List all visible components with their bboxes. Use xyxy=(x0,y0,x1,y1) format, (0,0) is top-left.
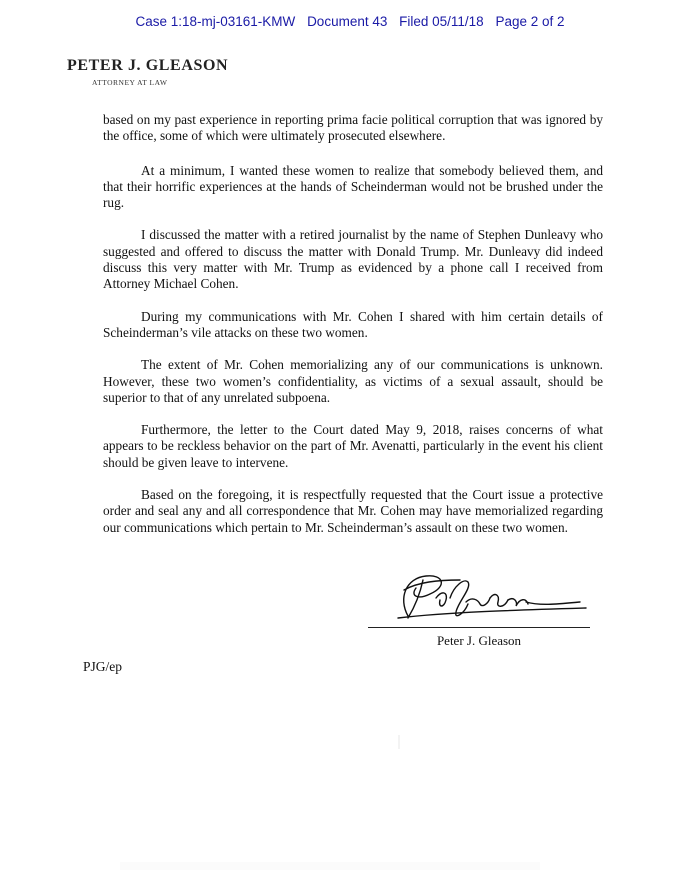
scan-artifact xyxy=(398,735,400,749)
letterhead-name: PETER J. GLEASON xyxy=(67,57,229,74)
reference-initials: PJG/ep xyxy=(83,659,123,674)
paragraph-5: The extent of Mr. Cohen memorializing any of our communications is unknown. However, these two women’s confidentiality, as victims of a sexual assault, should be superior to that of any unrelated subpoena. xyxy=(103,357,603,405)
paragraph-6: Furthermore, the letter to the Court dated May 9, 2018, raises concerns of what appears to be reckless behavior on the part of Mr. Avenatti, particularly in the event his client should be given leave to intervene. xyxy=(103,422,603,470)
paragraph-3: I discussed the matter with a retired journalist by the name of Stephen Dunleavy who suggested and offered to discuss the matter with Donald Trump. Mr. Dunleavy did indeed discuss this very matter with Mr. Trump as evidenced by a phone call I received from Attorney Michael Cohen. xyxy=(103,227,603,292)
letterhead-subtitle: ATTORNEY AT LAW xyxy=(92,78,168,87)
signature-scribble xyxy=(368,568,590,628)
handwritten-signature-icon xyxy=(368,568,590,628)
paragraph-1: based on my past experience in reporting prima facie political corruption that was ignored by the office, some of which were ultimately prosecuted elsewhere. xyxy=(103,112,603,144)
paragraph-7: Based on the foregoing, it is respectfully requested that the Court issue a protective order and seal any and all correspondence that Mr. Cohen may have memorialized regarding our communications which pertain to Mr. Scheinderman’s assault on these two women. xyxy=(103,487,603,535)
ecf-filing-header xyxy=(0,14,700,29)
document-number: Document 43 xyxy=(307,14,388,29)
paragraph-4: During my communications with Mr. Cohen I shared with him certain details of Scheinderman’s vile attacks on these two women. xyxy=(103,308,603,340)
case-number: Case 1:18-mj-03161-KMW xyxy=(135,14,296,29)
scan-artifact xyxy=(120,862,540,870)
signatory-name: Peter J. Gleason xyxy=(436,633,522,648)
paragraph-2: At a minimum, I wanted these women to realize that somebody believed them, and that their horrific experiences at the hands of Scheinderman would not be brushed under the rug. xyxy=(103,162,603,211)
letter-body xyxy=(103,112,603,552)
filed-date: Filed 05/11/18 xyxy=(399,14,484,29)
signature-line xyxy=(368,627,590,628)
page-number: Page 2 of 2 xyxy=(495,14,565,29)
